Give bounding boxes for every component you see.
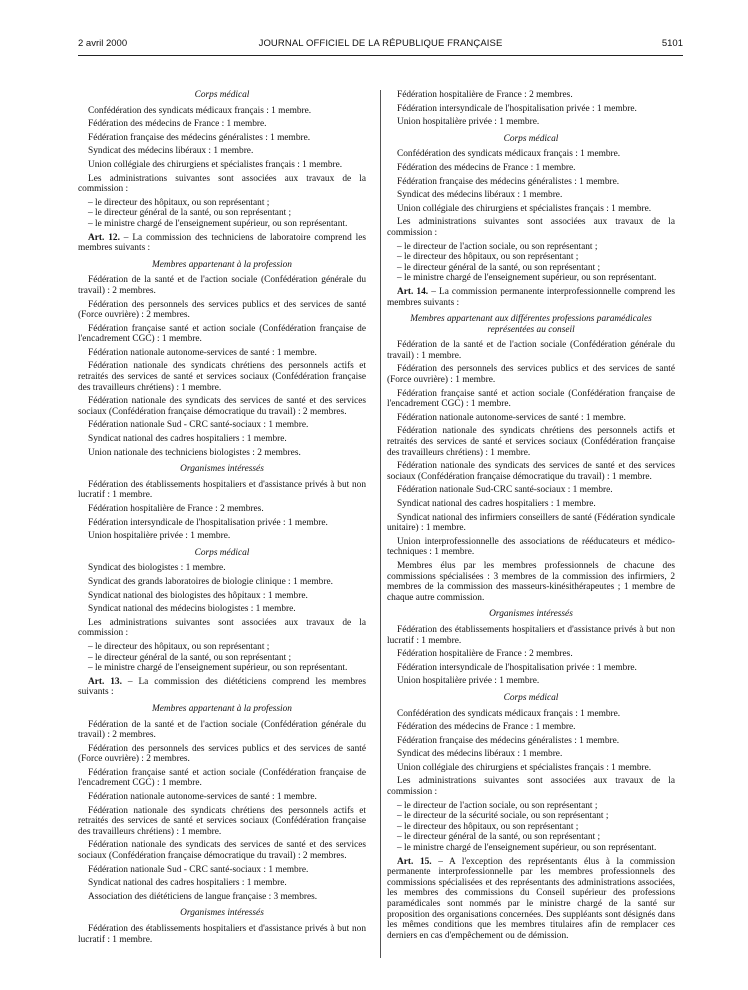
dash-list	[387, 801, 675, 854]
right-column	[387, 90, 675, 944]
article-paragraph	[387, 857, 675, 942]
paragraph: Syndicat des biologistes : 1 membre.	[88, 563, 226, 574]
paragraph: Union hospitalière privée : 1 membre.	[88, 531, 231, 542]
section-heading: Organismes intéressés	[180, 464, 264, 475]
paragraph: Fédération nationale des syndicats chrétiens des personnels actifs et retraités des services de santé et services sociaux (Confédération française des travailleurs chrétiens) : 1 membre.	[387, 426, 675, 458]
paragraph: Union collégiale des chirurgiens et spécialistes français : 1 membre.	[88, 159, 343, 170]
list-item: – le ministre chargé de l'enseignement supérieur, ou son représentant.	[387, 843, 675, 854]
article-paragraph	[387, 287, 675, 308]
paragraph: Fédération nationale autonome-services de santé : 1 membre.	[88, 792, 317, 803]
section-heading: Corps médical	[194, 90, 250, 100]
paragraph: Association des diététiciens de langue française : 3 membres.	[88, 891, 318, 902]
paragraph: Fédération hospitalière de France : 2 membres.	[397, 90, 573, 100]
paragraph: Syndicat national des cadres hospitaliers : 1 membre.	[88, 878, 287, 889]
paragraph: Les administrations suivantes sont associées aux travaux de la commission :	[78, 617, 366, 639]
paragraph: Fédération intersyndicale de l'hospitalisation privée : 1 membre.	[88, 517, 328, 528]
list-item: – le directeur de l'action sociale, ou son représentant ;	[387, 242, 675, 253]
paragraph: Union collégiale des chirurgiens et spécialistes français : 1 membre.	[397, 762, 652, 773]
paragraph: Syndicat national des cadres hospitaliers : 1 membre.	[397, 499, 596, 509]
list-item: – le directeur des hôpitaux, ou son représentant ;	[387, 822, 675, 833]
paragraph: Fédération des établissements hospitaliers et d'assistance privés à but non lucratif : 1 membre.	[78, 479, 366, 501]
paragraph: Fédération française des médecins généralistes : 1 membre.	[88, 132, 311, 143]
paragraph: Confédération des syndicats médicaux français : 1 membre.	[397, 149, 621, 160]
page-header	[78, 38, 683, 52]
list-item: – le directeur général de la santé, ou son représentant ;	[78, 208, 366, 219]
header-rule	[78, 55, 683, 56]
paragraph: Syndicat des médecins libéraux : 1 membre.	[88, 146, 254, 157]
paragraph: Fédération française santé et action sociale (Confédération française de l'encadrement CGC) : 1 membre.	[78, 767, 366, 789]
paragraph: Union collégiale des chirurgiens et spécialistes français : 1 membre.	[397, 203, 652, 214]
paragraph: Fédération nationale autonome-services de santé : 1 membre.	[88, 347, 317, 358]
section-heading: Membres appartenant à la profession	[152, 703, 292, 714]
section-heading: Organismes intéressés	[489, 609, 573, 620]
paragraph: Fédération des établissements hospitaliers et d'assistance privés à but non lucratif : 1 membre.	[387, 624, 675, 646]
section-heading: Corps médical	[503, 133, 559, 144]
header-date: 2 avril 2000	[78, 38, 128, 49]
list-item: – le ministre chargé de l'enseignement supérieur, ou son représentant.	[78, 663, 366, 674]
paragraph: Syndicat national des médecins biologistes : 1 membre.	[88, 604, 296, 615]
paragraph: Fédération de la santé et de l'action sociale (Confédération générale du travail) : 2 membres.	[78, 275, 366, 296]
paragraph: Fédération des personnels des services publics et des services de santé (Force ouvrière) : 2 membres.	[78, 743, 366, 765]
paragraph: Fédération française des médecins généralistes : 1 membre.	[397, 176, 620, 187]
article-text: – La commission permanente interprofessionnelle comprend les membres suivants :	[387, 286, 675, 308]
dash-list	[387, 242, 675, 284]
paragraph: Confédération des syndicats médicaux français : 1 membre.	[88, 105, 312, 116]
paragraph: Fédération des médecins de France : 1 membre.	[88, 119, 267, 130]
list-item: – le directeur général de la santé, ou son représentant ;	[387, 263, 675, 274]
paragraph: Fédération de la santé et de l'action sociale (Confédération générale du travail) : 1 membre.	[387, 340, 675, 361]
left-column	[78, 90, 366, 948]
list-item: – le directeur des hôpitaux, ou son représentant ;	[78, 642, 366, 653]
list-item: – le ministre chargé de l'enseignement supérieur, ou son représentant.	[78, 219, 366, 230]
paragraph: Syndicat national des cadres hospitaliers : 1 membre.	[88, 434, 287, 445]
paragraph: Fédération nationale des syndicats chrétiens des personnels actifs et retraités des services de santé et services sociaux (Confédération française des travailleurs chrétiens) : 1 membre.	[78, 805, 366, 837]
paragraph: Syndicat des médecins libéraux : 1 membre.	[397, 749, 563, 760]
paragraph: Syndicat des médecins libéraux : 1 membre.	[397, 190, 563, 201]
paragraph: Union nationale des techniciens biologistes : 2 membres.	[88, 447, 301, 458]
paragraph: Fédération nationale Sud - CRC santé-sociaux : 1 membre.	[88, 864, 309, 875]
dash-list	[78, 198, 366, 230]
paragraph: Syndicat des grands laboratoires de biologie clinique : 1 membre.	[88, 576, 333, 587]
section-heading: Membres appartenant aux différentes professions paramédicales représentées au conseil	[410, 314, 652, 335]
list-item: – le directeur de l'action sociale, ou son représentant ;	[387, 801, 675, 812]
paragraph: Fédération des médecins de France : 1 membre.	[397, 162, 576, 173]
paragraph: Fédération française santé et action sociale (Confédération française de l'encadrement CGC) : 1 membre.	[78, 323, 366, 345]
paragraph: Confédération des syndicats médicaux français : 1 membre.	[397, 708, 621, 719]
paragraph: Les administrations suivantes sont associées aux travaux de la commission :	[387, 217, 675, 238]
article-text: – La commission des techniciens de laboratoire comprend les membres suivants :	[78, 232, 366, 254]
article-text: – La commission des diététiciens comprend les membres suivants :	[78, 676, 367, 698]
section-heading: Corps médical	[503, 692, 559, 703]
article-paragraph	[78, 233, 366, 254]
paragraph: Fédération nationale autonome-services de santé : 1 membre.	[397, 412, 626, 423]
paragraph: Fédération intersyndicale de l'hospitalisation privée : 1 membre.	[397, 103, 637, 114]
article-label: Art. 12.	[88, 232, 120, 243]
paragraph: Fédération de la santé et de l'action sociale (Confédération générale du travail) : 2 membres.	[78, 719, 366, 741]
journal-title: JOURNAL OFFICIEL DE LA RÉPUBLIQUE FRANÇAISE	[258, 38, 503, 49]
paragraph: Union hospitalière privée : 1 membre.	[397, 676, 540, 687]
paragraph: Fédération nationale Sud - CRC santé-sociaux : 1 membre.	[88, 420, 309, 431]
paragraph: Fédération française santé et action sociale (Confédération française de l'encadrement CGC) : 1 membre.	[387, 388, 675, 410]
page-number: 5101	[661, 38, 683, 49]
list-item: – le directeur général de la santé, ou son représentant ;	[387, 832, 675, 843]
list-item: – le directeur de la sécurité sociale, ou son représentant ;	[387, 811, 675, 822]
article-label: Art. 14.	[397, 286, 429, 297]
article-text: – A l'exception des représentants élus à la commission permanente interprofessionnelle par les membres professionnels des commissions spécialisées et des représentants des administrations associées, les membres des commissions du Conseil supérieur des professions paramédicales sont nommés par le ministre chargé de la santé sur proposition des organisations concernées. Des suppléants sont désignés dans les mêmes conditions que les membres titulaires afin de remplacer ces derniers en cas d'empêchement ou de démission.	[387, 856, 675, 941]
section-heading: Membres appartenant à la profession	[152, 259, 292, 270]
paragraph: Fédération des personnels des services publics et des services de santé (Force ouvrière) : 2 membres.	[78, 299, 366, 321]
article-paragraph	[78, 677, 366, 698]
article-label: Art. 15.	[397, 856, 432, 867]
section-heading: Corps médical	[194, 547, 250, 558]
paragraph: Fédération française des médecins généralistes : 1 membre.	[397, 735, 620, 746]
paragraph: Fédération intersyndicale de l'hospitalisation privée : 1 membre.	[397, 662, 637, 673]
paragraph: Les administrations suivantes sont associées aux travaux de la commission :	[387, 776, 675, 798]
list-item: – le directeur général de la santé, ou son représentant ;	[78, 653, 366, 664]
paragraph: Union hospitalière privée : 1 membre.	[397, 117, 540, 128]
list-item: – le ministre chargé de l'enseignement supérieur, ou son représentant.	[387, 273, 675, 284]
paragraph: Fédération hospitalière de France : 2 membres.	[397, 649, 573, 660]
paragraph: Fédération nationale des syndicats des services de santé et des services sociaux (Confédération française démocratique du travail) : 1 membre.	[387, 461, 675, 482]
paragraph: Syndicat national des biologistes des hôpitaux : 1 membre.	[88, 590, 308, 601]
paragraph: Fédération nationale des syndicats des services de santé et des services sociaux (Confédération française démocratique du travail) : 2 membres.	[78, 396, 366, 417]
paragraph: Fédération nationale Sud-CRC santé-sociaux : 1 membre.	[397, 485, 613, 496]
article-label: Art. 13.	[88, 676, 122, 687]
paragraph: Fédération nationale des syndicats chrétiens des personnels actifs et retraités des services de santé et services sociaux (Confédération française des travailleurs chrétiens) : 1 membre.	[78, 361, 366, 393]
paragraph: Fédération hospitalière de France : 2 membres.	[88, 504, 264, 514]
paragraph: Syndicat national des infirmiers conseillers de santé (Fédération syndicale unitaire) : 1 membre.	[387, 512, 675, 534]
paragraph: Membres élus par les membres professionnels de chacune des commissions spécialisées : 3 membres de la commission des infirmiers, 2 membres de la commission des masseurs-kinésithérapeutes ; 1 membre de chaque autre commission.	[387, 560, 675, 603]
paragraph: Fédération nationale des syndicats des services de santé et des services sociaux (Confédération française démocratique du travail) : 2 membres.	[78, 840, 366, 862]
paragraph: Les administrations suivantes sont associées aux travaux de la commission :	[78, 173, 366, 195]
paragraph: Fédération des établissements hospitaliers et d'assistance privés à but non lucratif : 1 membre.	[78, 924, 366, 945]
list-item: – le directeur des hôpitaux, ou son représentant ;	[387, 252, 675, 263]
paragraph: Union interprofessionnelle des associations de rééducateurs et médico-techniques : 1 membre.	[387, 536, 675, 558]
paragraph: Fédération des médecins de France : 1 membre.	[397, 722, 576, 733]
list-item: – le directeur des hôpitaux, ou son représentant ;	[78, 198, 366, 209]
section-heading: Organismes intéressés	[180, 908, 264, 919]
column-divider	[380, 90, 381, 958]
dash-list	[78, 642, 366, 674]
paragraph: Fédération des personnels des services publics et des services de santé (Force ouvrière) : 1 membre.	[387, 364, 675, 386]
